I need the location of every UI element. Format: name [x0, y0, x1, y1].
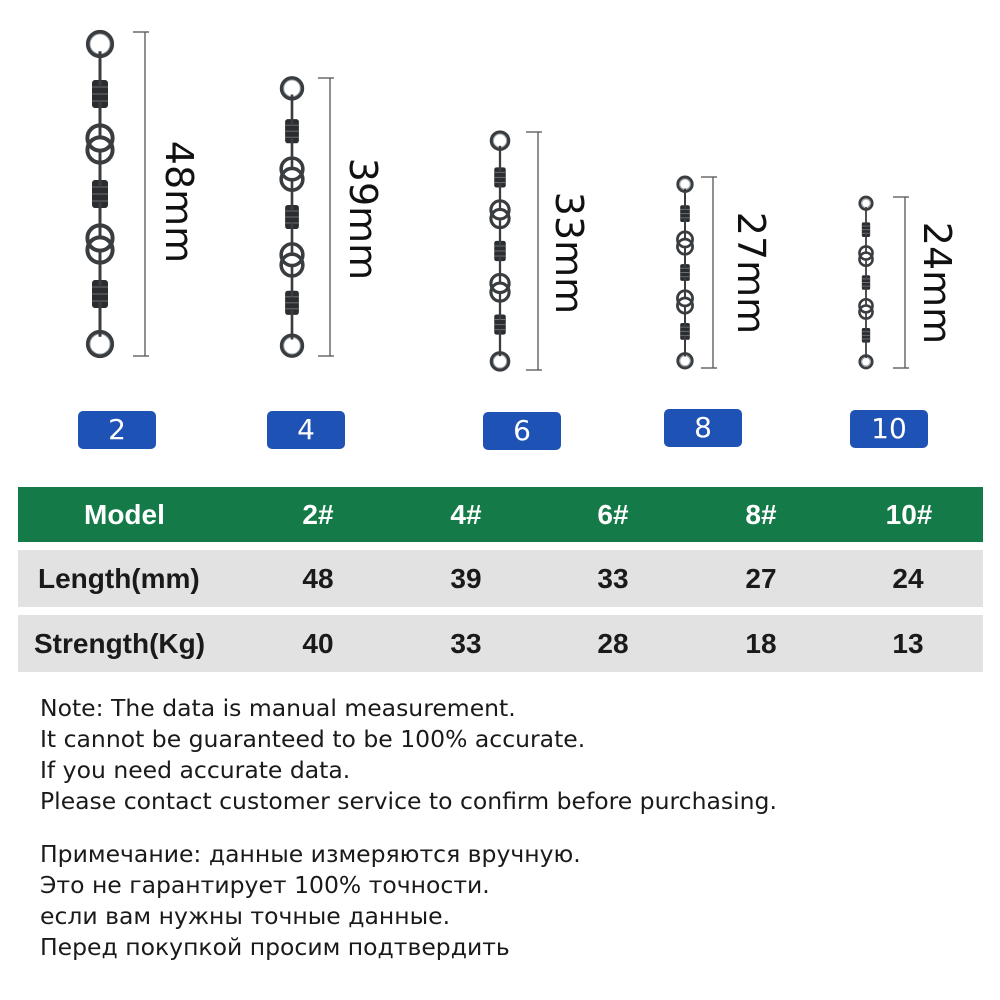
- model-badge-4: 4: [267, 411, 345, 449]
- note-en-line-2: It cannot be guaranteed to be 100% accurate.: [40, 725, 586, 753]
- model-badge-8: 8: [664, 409, 742, 447]
- model-badge-6: 6: [483, 412, 561, 450]
- measure-line-6: [526, 132, 542, 370]
- note-ru-line-3: если вам нужны точные данные.: [40, 902, 451, 930]
- header-cell-2: 2#: [302, 498, 334, 530]
- swivel-illustrations: [0, 0, 1000, 460]
- strength-2: 40: [302, 627, 334, 659]
- length-label-4: 39mm: [341, 157, 386, 281]
- length-label-2: 48mm: [157, 140, 202, 264]
- strength-6: 28: [597, 627, 629, 659]
- note-ru-line-4: Перед покупкой просим подтвердить: [40, 933, 510, 961]
- row-label-strength: Strength(Kg): [34, 627, 206, 659]
- header-cell-4: 4#: [450, 498, 482, 530]
- swivel-2: [87, 32, 112, 356]
- length-label-6: 33mm: [547, 191, 592, 315]
- note-ru-line-1: Примечание: данные измеряются вручную.: [40, 840, 581, 868]
- table-header-row: [18, 487, 983, 542]
- table-row-strength: [18, 615, 983, 672]
- model-badge-2: 2: [78, 411, 156, 449]
- length-4: 39: [450, 562, 482, 594]
- measure-line-8: [701, 177, 717, 368]
- table-row-length: [18, 550, 983, 607]
- length-6: 33: [597, 562, 629, 594]
- model-badge-10: 10: [850, 410, 928, 448]
- measure-line-4: [318, 78, 334, 356]
- notes: [40, 693, 980, 963]
- header-cell-8: 8#: [745, 498, 777, 530]
- strength-10: 13: [892, 627, 924, 659]
- swivel-6: [491, 132, 509, 370]
- note-en-line-3: If you need accurate data.: [40, 756, 351, 784]
- note-en-line-4: Please contact customer service to confirm before purchasing.: [40, 787, 777, 815]
- measure-line-10: [893, 197, 909, 368]
- header-cell-6: 6#: [597, 498, 629, 530]
- length-label-8: 27mm: [729, 211, 774, 335]
- header-cell-model: Model: [84, 498, 165, 530]
- length-2: 48: [302, 562, 334, 594]
- header-cell-10: 10#: [885, 498, 933, 530]
- strength-8: 18: [745, 627, 777, 659]
- spec-table: [18, 487, 983, 672]
- measure-line-2: [133, 32, 149, 356]
- length-8: 27: [745, 562, 777, 594]
- length-10: 24: [892, 562, 924, 594]
- swivel-4: [281, 78, 303, 356]
- note-ru-line-2: Это не гарантирует 100% точности.: [40, 871, 490, 899]
- row-label-length: Length(mm): [38, 562, 200, 594]
- swivel-10: [859, 197, 872, 368]
- strength-4: 33: [450, 627, 482, 659]
- swivel-8: [677, 177, 692, 368]
- length-label-10: 24mm: [915, 221, 960, 345]
- note-en-line-1: Note: The data is manual measurement.: [40, 694, 516, 722]
